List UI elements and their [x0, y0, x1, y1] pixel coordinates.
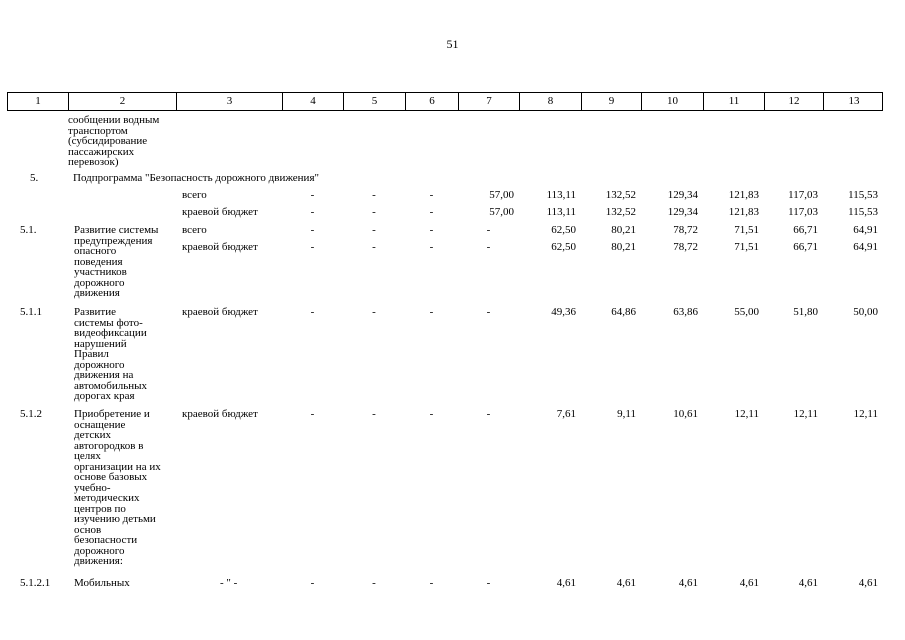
value-cell: 121,83 [728, 206, 759, 218]
value-cell: 71,51 [734, 241, 759, 253]
header-cell-6: 6 [406, 93, 459, 110]
header-cell-13: 13 [848, 95, 860, 107]
header-cell-9: 9 [582, 93, 642, 110]
value-cell: 66,71 [793, 241, 818, 253]
row-name: Развитие системы предупреждения опасного поведения участников дорожного движения [74, 224, 159, 299]
row-name-continuation: сообщении водным транспортом (субсидирование пассажирских перевозок) [68, 114, 160, 168]
funding-source: всего [182, 189, 207, 201]
header-cell-2: 2 [69, 93, 177, 110]
value-cell: 80,21 [611, 241, 636, 253]
value-cell: 4,61 [739, 577, 759, 589]
value-cell: 4,61 [858, 577, 878, 589]
funding-source: краевой бюджет [182, 408, 258, 420]
funding-source: краевой бюджет [182, 306, 258, 318]
value-cell: 12,11 [793, 408, 818, 420]
value-cell: 57,00 [489, 189, 514, 201]
value-dash: - [486, 306, 491, 318]
value-dash: - [372, 189, 376, 201]
header-cell-1: 1 [8, 93, 69, 110]
value-cell: 12,11 [734, 408, 759, 420]
header-cell-8: 8 [520, 93, 582, 110]
header-cell-4: 4 [283, 93, 344, 110]
header-cell-12: 12 [765, 93, 824, 110]
value-dash: - [429, 241, 434, 253]
value-cell: 7,61 [556, 408, 576, 420]
header-cell-5: 5 [344, 93, 406, 110]
value-cell: 64,91 [853, 241, 878, 253]
row-name: Мобильных [74, 577, 130, 589]
value-dash: - [372, 577, 376, 589]
value-dash: - [486, 408, 491, 420]
subprogram-title: Подпрограмма "Безопасность дорожного движения" [73, 172, 319, 184]
funding-source: всего [182, 224, 207, 236]
value-dash: - [310, 408, 315, 420]
value-cell: 63,86 [673, 306, 698, 318]
value-cell: 62,50 [551, 241, 576, 253]
value-dash: - [429, 224, 434, 236]
value-cell: 66,71 [793, 224, 818, 236]
value-cell: 115,53 [848, 189, 878, 201]
value-dash: - [372, 408, 376, 420]
row-name: Приобретение и оснащение детских автогородков в целях организации на их основе базовых учебно- методических центров по изучению детьми основ безопасности дорожного движения: [74, 408, 161, 567]
funding-source: краевой бюджет [182, 206, 258, 218]
value-dash: - [372, 224, 376, 236]
value-dash: - [486, 224, 491, 236]
value-cell: 113,11 [546, 206, 576, 218]
value-cell: 49,36 [551, 306, 576, 318]
value-cell: 51,80 [793, 306, 818, 318]
value-cell: 132,52 [605, 189, 636, 201]
value-cell: 64,86 [611, 306, 636, 318]
value-cell: 9,11 [617, 408, 636, 420]
header-cell-11: 11 [704, 93, 765, 110]
value-dash: - [429, 408, 434, 420]
value-cell: 132,52 [605, 206, 636, 218]
value-cell: 62,50 [551, 224, 576, 236]
row-name: Развитие системы фото- видеофиксации нарушений Правил дорожного движения на автомобильных дорогах края [74, 306, 147, 402]
value-cell: 78,72 [673, 224, 698, 236]
value-dash: - [486, 577, 491, 589]
value-cell: 55,00 [734, 306, 759, 318]
value-dash: - [372, 206, 376, 218]
value-cell: 113,11 [546, 189, 576, 201]
value-cell: 117,03 [788, 206, 818, 218]
value-cell: 129,34 [667, 189, 698, 201]
value-cell: 115,53 [848, 206, 878, 218]
header-cell-10: 10 [642, 93, 704, 110]
value-cell: 71,51 [734, 224, 759, 236]
value-cell: 4,61 [798, 577, 818, 589]
value-dash: - [429, 189, 434, 201]
value-cell: 4,61 [678, 577, 698, 589]
value-cell: 4,61 [616, 577, 636, 589]
row-number: 5.1. [20, 224, 37, 236]
value-cell: 78,72 [673, 241, 698, 253]
value-dash: - [310, 306, 315, 318]
row-number: 5.1.2 [20, 408, 42, 420]
value-cell: 4,61 [556, 577, 576, 589]
value-cell: 64,91 [853, 224, 878, 236]
value-dash: - [372, 306, 376, 318]
value-dash: - [372, 241, 376, 253]
value-dash: - [310, 577, 315, 589]
value-cell: 12,11 [853, 408, 878, 420]
value-cell: 10,61 [673, 408, 698, 420]
header-cell-3: 3 [177, 93, 283, 110]
value-dash: - [486, 241, 491, 253]
value-dash: - [310, 241, 315, 253]
header-cell-7: 7 [459, 93, 520, 110]
table-header-row [7, 92, 883, 111]
value-dash: - [310, 224, 315, 236]
value-dash: - [310, 189, 315, 201]
value-cell: 129,34 [667, 206, 698, 218]
value-dash: - [429, 577, 434, 589]
value-cell: 57,00 [489, 206, 514, 218]
value-dash: - [310, 206, 315, 218]
row-number: 5.1.1 [20, 306, 42, 318]
value-cell: 121,83 [728, 189, 759, 201]
row-number: 5.1.2.1 [20, 577, 51, 589]
value-cell: 50,00 [853, 306, 878, 318]
value-cell: 117,03 [788, 189, 818, 201]
page-number: 51 [446, 37, 459, 51]
funding-source: краевой бюджет [182, 241, 258, 253]
value-dash: - [429, 306, 434, 318]
funding-source: - " - [220, 577, 238, 589]
row-number: 5. [30, 172, 39, 184]
value-dash: - [429, 206, 434, 218]
value-cell: 80,21 [611, 224, 636, 236]
